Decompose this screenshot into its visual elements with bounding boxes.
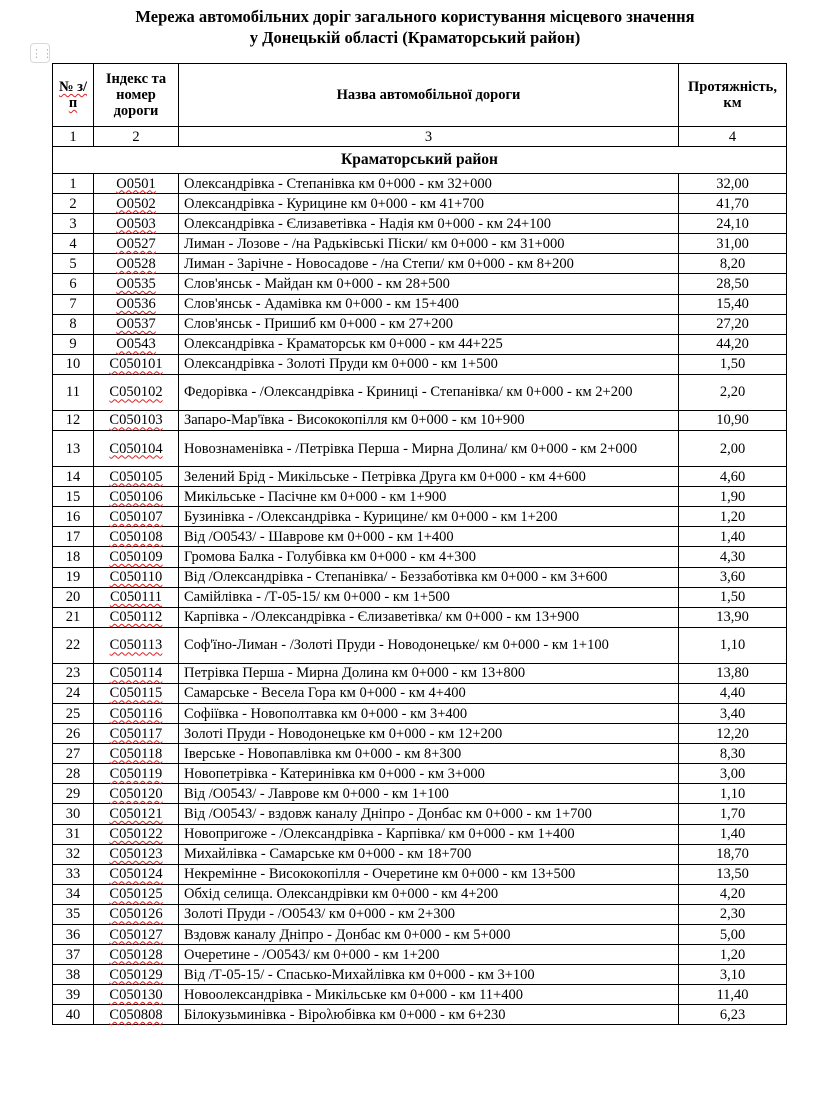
road-index bbox=[94, 965, 179, 985]
row-number: 12 bbox=[53, 410, 94, 430]
road-length: 11,40 bbox=[679, 985, 787, 1005]
table-row bbox=[53, 904, 787, 924]
road-length: 27,20 bbox=[679, 314, 787, 334]
road-length: 2,20 bbox=[679, 374, 787, 410]
row-number: 17 bbox=[53, 527, 94, 547]
road-length: 1,20 bbox=[679, 507, 787, 527]
road-name: Іверське - Новопавлівка км 0+000 - км 8+300 bbox=[179, 744, 679, 764]
road-name: Петрівка Перша - Мирна Долина км 0+000 - км 13+800 bbox=[179, 663, 679, 683]
road-name: Лиман - Лозове - /на Радьківські Піски/ км 0+000 - км 31+000 bbox=[179, 234, 679, 254]
road-name: Білокузьминівка - Вірολюбівка км 0+000 - км 6+230 bbox=[179, 1005, 679, 1025]
road-index-text: О0528 bbox=[116, 255, 156, 272]
road-length: 12,20 bbox=[679, 724, 787, 744]
table-row bbox=[53, 374, 787, 410]
road-index bbox=[94, 174, 179, 194]
road-name: Золоті Пруди - /О0543/ км 0+000 - км 2+300 bbox=[179, 904, 679, 924]
column-number: 3 bbox=[179, 127, 679, 147]
roads-table bbox=[52, 63, 787, 1025]
road-name: Зелений Брід - Микільське - Петрівка Друга км 0+000 - км 4+600 bbox=[179, 467, 679, 487]
row-number: 1 bbox=[53, 174, 94, 194]
row-number: 7 bbox=[53, 294, 94, 314]
table-row bbox=[53, 487, 787, 507]
table-row bbox=[53, 194, 787, 214]
road-name: Федорівка - /Олександрівка - Криниці - Степанівка/ км 0+000 - км 2+200 bbox=[179, 374, 679, 410]
table-row bbox=[53, 567, 787, 587]
road-index bbox=[94, 431, 179, 467]
road-name: Некремінне - Висококопілля - Очеретине км 0+000 - км 13+500 bbox=[179, 864, 679, 884]
table-row bbox=[53, 804, 787, 824]
table-row bbox=[53, 724, 787, 744]
table-row bbox=[53, 587, 787, 607]
row-number: 3 bbox=[53, 214, 94, 234]
road-length: 1,50 bbox=[679, 587, 787, 607]
road-index-text: О0527 bbox=[116, 235, 156, 252]
row-number: 8 bbox=[53, 314, 94, 334]
road-index bbox=[94, 945, 179, 965]
road-index bbox=[94, 683, 179, 703]
road-name: Соф'їно-Лиман - /Золоті Пруди - Новодонецьке/ км 0+000 - км 1+100 bbox=[179, 627, 679, 663]
road-length: 8,20 bbox=[679, 254, 787, 274]
road-index bbox=[94, 467, 179, 487]
road-name: Микільське - Пасічне км 0+000 - км 1+900 bbox=[179, 487, 679, 507]
road-index-text: С050105 bbox=[109, 468, 163, 485]
road-index bbox=[94, 904, 179, 924]
road-index bbox=[94, 234, 179, 254]
table-row bbox=[53, 214, 787, 234]
road-index-text: О0543 bbox=[116, 336, 156, 353]
road-length: 4,60 bbox=[679, 467, 787, 487]
table-row bbox=[53, 925, 787, 945]
road-index-text: С050126 bbox=[109, 906, 163, 923]
table-row bbox=[53, 1005, 787, 1025]
road-index-text: С050124 bbox=[109, 866, 163, 883]
road-length: 10,90 bbox=[679, 410, 787, 430]
road-name: Від /О0543/ - вздовж каналу Дніпро - Донбас км 0+000 - км 1+700 bbox=[179, 804, 679, 824]
road-index bbox=[94, 724, 179, 744]
road-index-text: С050107 bbox=[109, 508, 163, 525]
road-length: 4,20 bbox=[679, 884, 787, 904]
road-name: Олександрівка - Золоті Пруди км 0+000 - км 1+500 bbox=[179, 354, 679, 374]
road-length: 1,40 bbox=[679, 824, 787, 844]
row-number: 26 bbox=[53, 724, 94, 744]
road-index-text: С050111 bbox=[109, 589, 163, 606]
road-name: Громова Балка - Голубівка км 0+000 - км 4+300 bbox=[179, 547, 679, 567]
row-number: 30 bbox=[53, 804, 94, 824]
drag-handle-icon[interactable]: ⋮⋮ bbox=[30, 43, 50, 63]
road-index bbox=[94, 925, 179, 945]
table-row bbox=[53, 703, 787, 723]
road-name: Новознаменівка - /Петрівка Перша - Мирна Долина/ км 0+000 - км 2+000 bbox=[179, 431, 679, 467]
road-index-text: С050116 bbox=[109, 705, 163, 722]
column-number: 1 bbox=[53, 127, 94, 147]
road-index bbox=[94, 274, 179, 294]
header-index: Індекс та номер дороги bbox=[94, 64, 179, 127]
road-name: Очеретине - /О0543/ км 0+000 - км 1+200 bbox=[179, 945, 679, 965]
road-index bbox=[94, 487, 179, 507]
row-number: 29 bbox=[53, 784, 94, 804]
road-index-text: О0502 bbox=[116, 195, 156, 212]
table-row bbox=[53, 784, 787, 804]
road-name: Новопетрівка - Катеринівка км 0+000 - км 3+000 bbox=[179, 764, 679, 784]
table-row bbox=[53, 274, 787, 294]
row-number: 32 bbox=[53, 844, 94, 864]
road-length: 2,30 bbox=[679, 904, 787, 924]
road-index bbox=[94, 627, 179, 663]
header-no: № з/п bbox=[53, 64, 94, 127]
road-index-text: С050112 bbox=[109, 609, 163, 626]
road-name: Обхід селища. Олександрівки км 0+000 - км 4+200 bbox=[179, 884, 679, 904]
table-row bbox=[53, 467, 787, 487]
road-index-text: С050104 bbox=[109, 440, 163, 457]
road-index bbox=[94, 884, 179, 904]
road-index-text: С050808 bbox=[109, 1006, 163, 1023]
road-index-text: С050106 bbox=[109, 488, 163, 505]
title-line-1: Мережа автомобільних доріг загального користування місцевого значення bbox=[135, 7, 695, 26]
road-name: Слов'янськ - Пришиб км 0+000 - км 27+200 bbox=[179, 314, 679, 334]
table-row bbox=[53, 334, 787, 354]
title-line-2: у Донецькій області (Краматорський район) bbox=[249, 28, 581, 47]
road-index-text: С050129 bbox=[109, 966, 163, 983]
row-number: 33 bbox=[53, 864, 94, 884]
road-index bbox=[94, 844, 179, 864]
road-index bbox=[94, 334, 179, 354]
road-index bbox=[94, 410, 179, 430]
road-index-text: С050123 bbox=[109, 846, 163, 863]
road-index bbox=[94, 254, 179, 274]
road-name: Самійлівка - /Т-05-15/ км 0+000 - км 1+500 bbox=[179, 587, 679, 607]
road-index bbox=[94, 567, 179, 587]
table-row bbox=[53, 945, 787, 965]
road-index-text: С050102 bbox=[109, 384, 163, 401]
row-number: 31 bbox=[53, 824, 94, 844]
road-index bbox=[94, 1005, 179, 1025]
row-number: 4 bbox=[53, 234, 94, 254]
road-name: Від /Т-05-15/ - Спасько-Михайлівка км 0+000 - км 3+100 bbox=[179, 965, 679, 985]
road-index-text: С050115 bbox=[109, 685, 163, 702]
road-length: 18,70 bbox=[679, 844, 787, 864]
road-index-text: О0536 bbox=[116, 296, 156, 313]
table-row bbox=[53, 354, 787, 374]
table-row bbox=[53, 985, 787, 1005]
road-length: 1,40 bbox=[679, 527, 787, 547]
road-index bbox=[94, 824, 179, 844]
road-length: 1,50 bbox=[679, 354, 787, 374]
road-length: 1,90 bbox=[679, 487, 787, 507]
road-index bbox=[94, 354, 179, 374]
road-length: 4,30 bbox=[679, 547, 787, 567]
road-length: 13,90 bbox=[679, 607, 787, 627]
row-number: 39 bbox=[53, 985, 94, 1005]
row-number: 9 bbox=[53, 334, 94, 354]
road-index bbox=[94, 607, 179, 627]
road-name: Михайлівка - Самарське км 0+000 - км 18+700 bbox=[179, 844, 679, 864]
road-name: Золоті Пруди - Новодонецьке км 0+000 - км 12+200 bbox=[179, 724, 679, 744]
table-row bbox=[53, 314, 787, 334]
road-index-text: С050114 bbox=[109, 665, 163, 682]
road-length: 1,20 bbox=[679, 945, 787, 965]
row-number: 40 bbox=[53, 1005, 94, 1025]
road-index-text: С050125 bbox=[109, 886, 163, 903]
table-body bbox=[53, 174, 787, 1025]
road-index-text: С050103 bbox=[109, 412, 163, 429]
table-row bbox=[53, 527, 787, 547]
road-index-text: С050119 bbox=[109, 765, 163, 782]
row-number: 18 bbox=[53, 547, 94, 567]
road-index bbox=[94, 864, 179, 884]
road-index bbox=[94, 985, 179, 1005]
row-number: 21 bbox=[53, 607, 94, 627]
table-row bbox=[53, 234, 787, 254]
road-length: 1,70 bbox=[679, 804, 787, 824]
road-index-text: С050109 bbox=[109, 548, 163, 565]
road-name: Вздовж каналу Дніпро - Донбас км 0+000 - км 5+000 bbox=[179, 925, 679, 945]
table-row bbox=[53, 547, 787, 567]
road-index-text: С050127 bbox=[109, 926, 163, 943]
row-number: 14 bbox=[53, 467, 94, 487]
row-number: 38 bbox=[53, 965, 94, 985]
road-index bbox=[94, 784, 179, 804]
table-row bbox=[53, 431, 787, 467]
road-length: 3,40 bbox=[679, 703, 787, 723]
road-name: Олександрівка - Єлизаветівка - Надія км 0+000 - км 24+100 bbox=[179, 214, 679, 234]
road-name: Самарське - Весела Гора км 0+000 - км 4+400 bbox=[179, 683, 679, 703]
road-name: Новопригоже - /Олександрівка - Карпівка/ км 0+000 - км 1+400 bbox=[179, 824, 679, 844]
road-index-text: О0501 bbox=[116, 175, 156, 192]
road-length: 3,10 bbox=[679, 965, 787, 985]
road-length: 24,10 bbox=[679, 214, 787, 234]
road-length: 31,00 bbox=[679, 234, 787, 254]
road-name: Бузинівка - /Олександрівка - Курицине/ км 0+000 - км 1+200 bbox=[179, 507, 679, 527]
row-number: 36 bbox=[53, 925, 94, 945]
row-number: 2 bbox=[53, 194, 94, 214]
road-index bbox=[94, 194, 179, 214]
column-number: 2 bbox=[94, 127, 179, 147]
road-index bbox=[94, 703, 179, 723]
road-name: Від /Олександрівка - Степанівка/ - Беззаботівка км 0+000 - км 3+600 bbox=[179, 567, 679, 587]
table-row bbox=[53, 965, 787, 985]
road-index-text: О0503 bbox=[116, 215, 156, 232]
road-name: Слов'янськ - Майдан км 0+000 - км 28+500 bbox=[179, 274, 679, 294]
table-row bbox=[53, 294, 787, 314]
road-length: 6,23 bbox=[679, 1005, 787, 1025]
road-index bbox=[94, 527, 179, 547]
road-index bbox=[94, 804, 179, 824]
road-length: 4,40 bbox=[679, 683, 787, 703]
road-index bbox=[94, 587, 179, 607]
table-row bbox=[53, 607, 787, 627]
road-length: 41,70 bbox=[679, 194, 787, 214]
row-number: 15 bbox=[53, 487, 94, 507]
table-row bbox=[53, 824, 787, 844]
road-name: Новоолександрівка - Микільське км 0+000 - км 11+400 bbox=[179, 985, 679, 1005]
row-number: 5 bbox=[53, 254, 94, 274]
row-number: 34 bbox=[53, 884, 94, 904]
table-row bbox=[53, 744, 787, 764]
road-length: 8,30 bbox=[679, 744, 787, 764]
road-index-text: С050113 bbox=[109, 637, 163, 654]
row-number: 24 bbox=[53, 683, 94, 703]
table-row bbox=[53, 683, 787, 703]
row-number: 35 bbox=[53, 904, 94, 924]
road-length: 13,50 bbox=[679, 864, 787, 884]
table-row bbox=[53, 507, 787, 527]
table-row bbox=[53, 884, 787, 904]
table-row bbox=[53, 174, 787, 194]
road-index bbox=[94, 744, 179, 764]
road-length: 13,80 bbox=[679, 663, 787, 683]
road-index-text: С050118 bbox=[109, 745, 163, 762]
header-length: Протяжність, км bbox=[679, 64, 787, 127]
document-title bbox=[0, 6, 830, 48]
road-name: Олександрівка - Курицине км 0+000 - км 41+700 bbox=[179, 194, 679, 214]
table-row bbox=[53, 254, 787, 274]
road-index bbox=[94, 294, 179, 314]
table-row bbox=[53, 844, 787, 864]
row-number: 10 bbox=[53, 354, 94, 374]
road-length: 1,10 bbox=[679, 627, 787, 663]
road-name: Від /О0543/ - Шаврове км 0+000 - км 1+400 bbox=[179, 527, 679, 547]
road-index bbox=[94, 547, 179, 567]
road-name: Карпівка - /Олександрівка - Єлизаветівка/ км 0+000 - км 13+900 bbox=[179, 607, 679, 627]
road-index-text: С050122 bbox=[109, 826, 163, 843]
road-index bbox=[94, 507, 179, 527]
table-row bbox=[53, 627, 787, 663]
row-number: 16 bbox=[53, 507, 94, 527]
road-length: 3,00 bbox=[679, 764, 787, 784]
road-index-text: О0537 bbox=[116, 316, 156, 333]
road-index-text: С050121 bbox=[109, 805, 163, 822]
road-index-text: С050101 bbox=[109, 356, 163, 373]
road-index bbox=[94, 214, 179, 234]
row-number: 27 bbox=[53, 744, 94, 764]
row-number: 6 bbox=[53, 274, 94, 294]
header-name: Назва автомобільної дороги bbox=[179, 64, 679, 127]
table-row bbox=[53, 663, 787, 683]
road-name: Софіївка - Новополтавка км 0+000 - км 3+400 bbox=[179, 703, 679, 723]
road-length: 2,00 bbox=[679, 431, 787, 467]
road-length: 3,60 bbox=[679, 567, 787, 587]
row-number: 28 bbox=[53, 764, 94, 784]
road-index-text: С050130 bbox=[109, 986, 163, 1003]
row-number: 25 bbox=[53, 703, 94, 723]
row-number: 19 bbox=[53, 567, 94, 587]
road-index bbox=[94, 663, 179, 683]
road-name: Олександрівка - Краматорськ км 0+000 - км 44+225 bbox=[179, 334, 679, 354]
road-name: Слов'янськ - Адамівка км 0+000 - км 15+400 bbox=[179, 294, 679, 314]
road-length: 1,10 bbox=[679, 784, 787, 804]
road-index bbox=[94, 314, 179, 334]
road-index-text: С050128 bbox=[109, 946, 163, 963]
row-number: 20 bbox=[53, 587, 94, 607]
column-number: 4 bbox=[679, 127, 787, 147]
road-length: 15,40 bbox=[679, 294, 787, 314]
row-number: 11 bbox=[53, 374, 94, 410]
road-index bbox=[94, 764, 179, 784]
road-name: Олександрівка - Степанівка км 0+000 - км 32+000 bbox=[179, 174, 679, 194]
road-index-text: О0535 bbox=[116, 276, 156, 293]
road-name: Лиман - Зарічне - Новосадове - /на Степи/ км 0+000 - км 8+200 bbox=[179, 254, 679, 274]
row-number: 13 bbox=[53, 431, 94, 467]
district-row bbox=[53, 147, 787, 174]
row-number: 22 bbox=[53, 627, 94, 663]
table-row bbox=[53, 864, 787, 884]
road-length: 44,20 bbox=[679, 334, 787, 354]
table-header-row bbox=[53, 64, 787, 127]
row-number: 23 bbox=[53, 663, 94, 683]
road-length: 32,00 bbox=[679, 174, 787, 194]
road-length: 28,50 bbox=[679, 274, 787, 294]
road-index-text: С050117 bbox=[109, 725, 163, 742]
road-name: Від /О0543/ - Лаврове км 0+000 - км 1+100 bbox=[179, 784, 679, 804]
table-row bbox=[53, 764, 787, 784]
column-number-row bbox=[53, 127, 787, 147]
road-index-text: С050120 bbox=[109, 785, 163, 802]
road-index bbox=[94, 374, 179, 410]
district-title: Краматорський район bbox=[53, 147, 787, 174]
row-number: 37 bbox=[53, 945, 94, 965]
table-row bbox=[53, 410, 787, 430]
road-index-text: С050108 bbox=[109, 528, 163, 545]
road-index-text: С050110 bbox=[109, 569, 163, 586]
road-length: 5,00 bbox=[679, 925, 787, 945]
road-name: Запаро-Мар'ївка - Висококопілля км 0+000 - км 10+900 bbox=[179, 410, 679, 430]
